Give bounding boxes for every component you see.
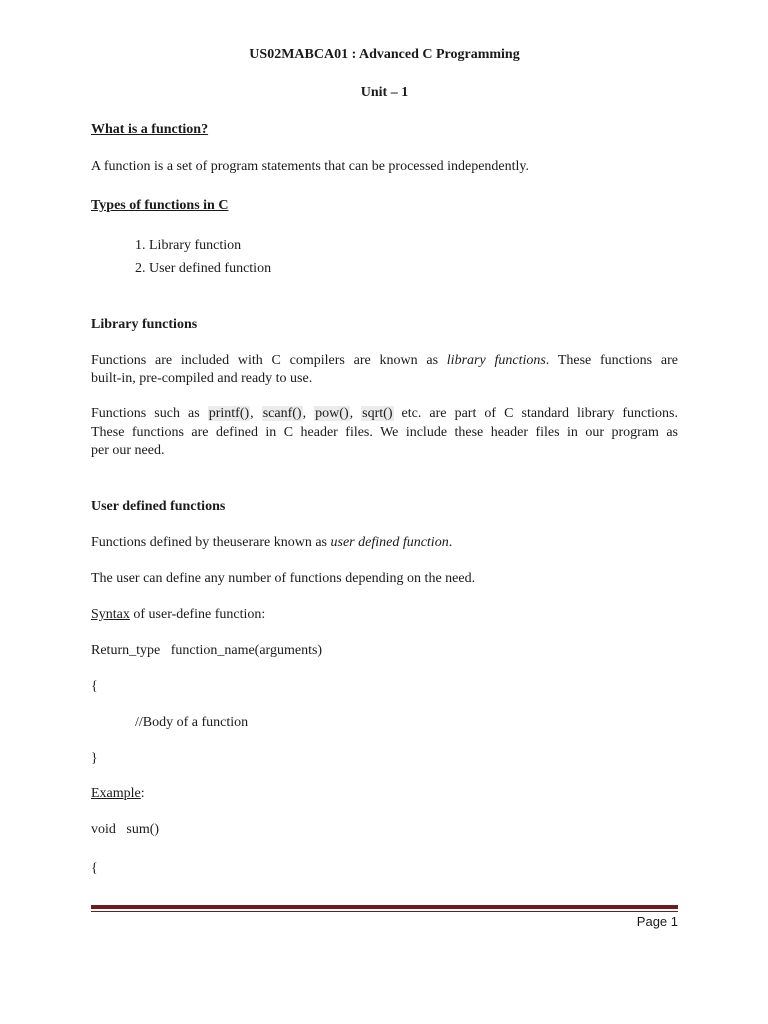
example-line: {	[91, 861, 98, 876]
user-defined-paragraph-1: Functions defined by theuserare known as user defined function.	[91, 535, 453, 550]
syntax-line: //Body of a function	[135, 715, 249, 730]
section-heading-library: Library functions	[91, 317, 198, 332]
function-name-sqrt: sqrt()	[362, 406, 393, 421]
library-paragraph-1-line-1: Functions are included with C compilers are known as library functions. These functions are	[91, 353, 678, 368]
library-paragraph-2-line-3: per our need.	[91, 443, 165, 458]
section-heading-user-defined: User defined functions	[91, 499, 226, 514]
function-name-scanf: scanf()	[262, 406, 302, 421]
function-name-pow: pow()	[315, 406, 349, 421]
function-name-printf: printf()	[208, 406, 250, 421]
example-caption: Example:	[91, 786, 145, 801]
syntax-line: {	[91, 679, 98, 694]
footer-rule-thick	[91, 905, 678, 909]
list-item: 2. User defined function	[135, 261, 272, 276]
syntax-caption: Syntax of user-define function:	[91, 607, 266, 622]
function-definition-text: A function is a set of program statements that can be processed independently.	[91, 159, 530, 174]
document-page	[91, 0, 678, 1024]
document-title: US02MABCA01 : Advanced C Programming	[249, 47, 520, 62]
section-heading-what-is-function: What is a function?	[91, 122, 209, 137]
unit-heading: Unit – 1	[360, 85, 409, 100]
section-heading-types: Types of functions in C	[91, 198, 229, 213]
syntax-line: Return_type function_name(arguments)	[91, 643, 323, 658]
syntax-line: }	[91, 751, 98, 766]
footer-rule-thin	[91, 911, 678, 912]
library-paragraph-2-line-2: These functions are defined in C header files. We include these header files in our program as	[91, 425, 678, 440]
list-item: 1. Library function	[135, 238, 242, 253]
library-paragraph-2-line-1: Functions such as printf(), scanf(), pow(), sqrt() etc. are part of C standard library functions.	[91, 406, 678, 421]
page-number: Page 1	[636, 914, 678, 929]
user-defined-paragraph-2: The user can define any number of functions depending on the need.	[91, 571, 476, 586]
library-paragraph-1-line-2: built-in, pre-compiled and ready to use.	[91, 371, 313, 386]
example-line: void sum()	[91, 822, 160, 837]
